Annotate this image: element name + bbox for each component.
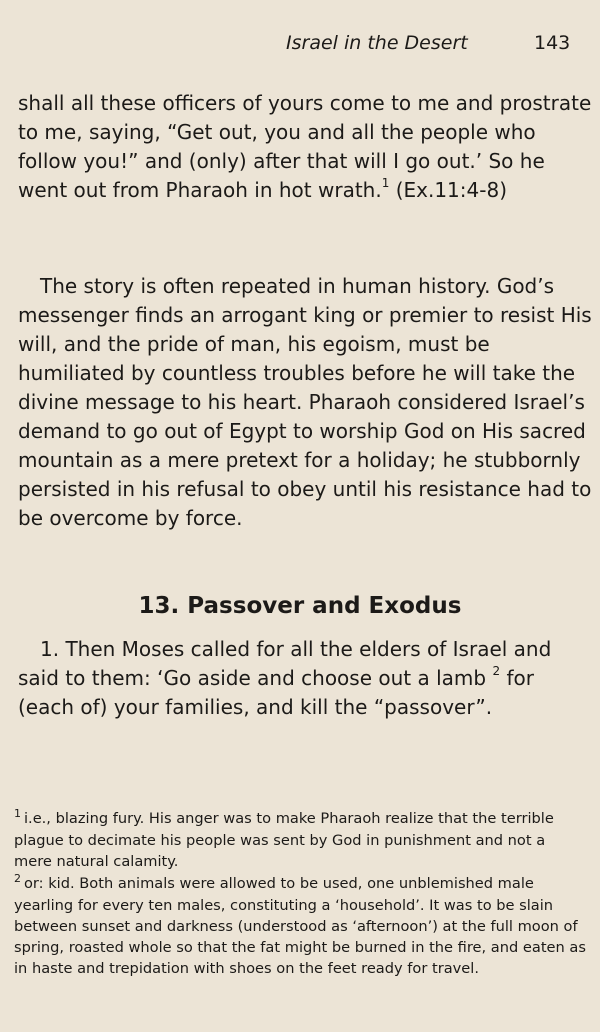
footnote-marker-2: 2 (14, 872, 21, 885)
footnote-reference-1: 1 (381, 176, 390, 191)
commentary-paragraph: The story is often repeated in human history. God’s messenger finds an arrogant king or premier to resist His will, and the pride of man, his egoism, must be humiliated by countless troubles before he will take the divine message to his heart. Pharaoh considered Israel’s demand to go out of Egypt to worship God on His sacred mountain as a mere pretext for a holiday; he stubbornly persisted in his refusal to obey until his resistance had to be overcome by force. (18, 274, 592, 530)
continuation-text: shall all these officers of yours come to me and prostrate to me, saying, “Get out, you and all the people who follow you!” and (only) after that will I go out.’ So he went out from Pharaoh in hot wrath. (18, 91, 592, 202)
footnote-reference-2: 2 (492, 664, 501, 679)
passover-text-end: for (each of) your families, and kill the “passover”. (18, 666, 534, 719)
running-title: Israel in the Desert (286, 32, 468, 54)
footnote-1 (14, 808, 586, 872)
page-header (0, 32, 600, 62)
footnote-text-1: i.e., blazing fury. His anger was to make Pharaoh realize that the terrible plague to decimate his people was sent by God in punishment and not a mere natural calamity. (14, 810, 554, 870)
continuation-paragraph (18, 89, 593, 205)
footnote-2 (14, 873, 586, 979)
footnote-marker-1: 1 (14, 807, 21, 820)
section-heading: 13. Passover and Exodus (138, 593, 462, 619)
passover-paragraph (18, 635, 593, 722)
scripture-citation: (Ex.11:4-8) (395, 178, 507, 202)
passover-text-start: 1. Then Moses called for all the elders of Israel and said to them: ‘Go aside and choose out a lamb (18, 637, 552, 690)
footnote-text-2: or: kid. Both animals were allowed to be used, one unblemished male yearling for every ten males, constituting a ‘household’. It was to be slain between sunset and darkness (understood as ‘afternoon’) at the full moon of spring, roasted whole so that the fat might be burned in the fire, and eaten as in haste and trepidation with shoes on the feet ready for travel. (14, 875, 586, 977)
page-number: 143 (534, 32, 571, 54)
